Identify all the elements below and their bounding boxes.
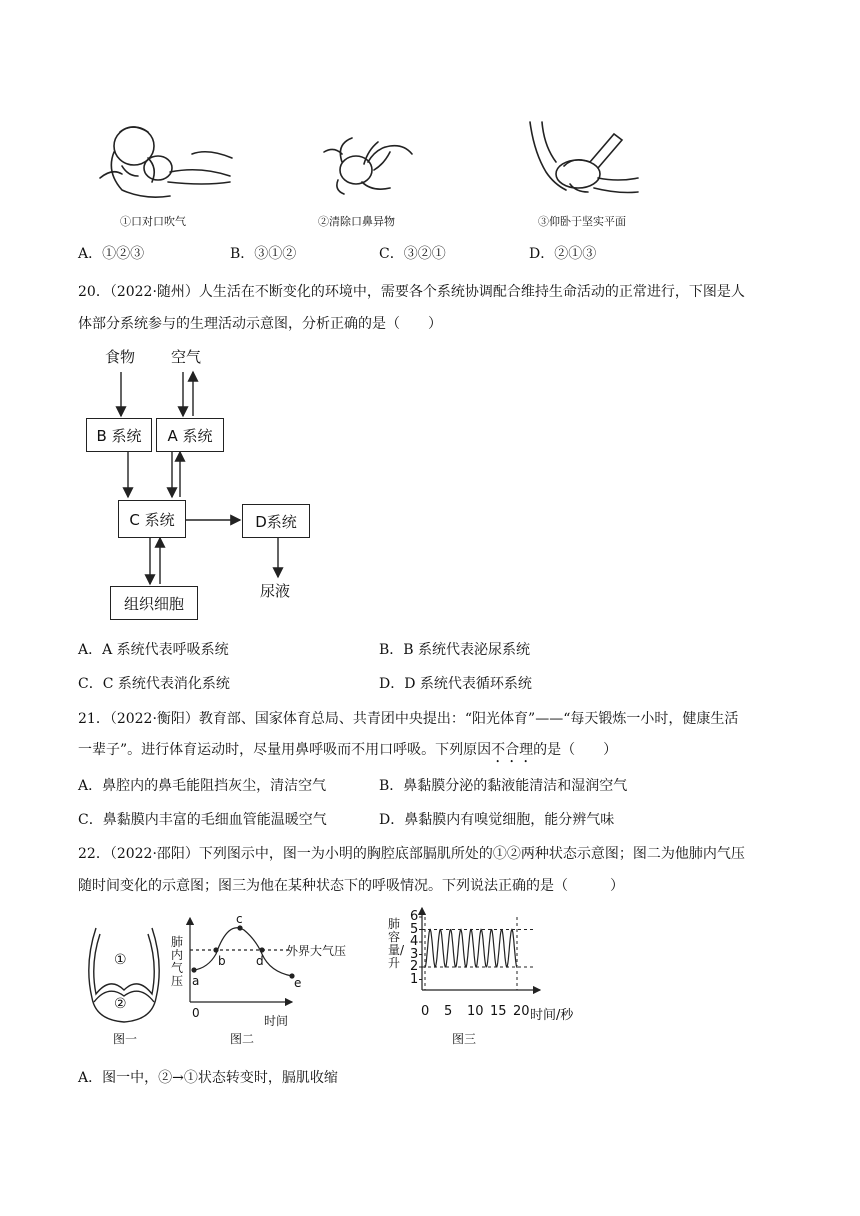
fig3-ytick-3: 3 [410, 946, 419, 962]
q21-option-a[interactable]: A．鼻腔内的鼻毛能阻挡灰尘，清洁空气 [78, 778, 327, 794]
mouth-to-mouth-illustration [92, 118, 242, 204]
q21-emphasis: 不合理 [491, 742, 534, 758]
q20-option-c[interactable]: C．C 系统代表消化系统 [78, 676, 230, 692]
q20-option-d[interactable]: D．D 系统代表循环系统 [379, 676, 532, 692]
q19-option-b[interactable]: B．③①② [230, 246, 297, 262]
fig3-breathing-curve [425, 930, 517, 968]
fig3-caption: 图三 [452, 1032, 477, 1046]
fig3-xtick-10: 10 [467, 1004, 484, 1019]
q19-option-a[interactable]: A．①②③ [78, 246, 145, 262]
q21-stem-line-1: 21．（2022·衡阳）教育部、国家体育总局、共青团中央提出：“阳光体育”——“每天锻炼一小时，健康生活 [78, 711, 739, 727]
q21-stem-part-1: 一辈子”。进行体育运动时，尽量用鼻呼吸而不用口呼吸。下列原因 [78, 742, 492, 758]
fig2-ylabel: 肺内气压 [171, 935, 184, 988]
q19-figure-1 [92, 118, 242, 204]
fig3-ytick-5: 5 [410, 921, 419, 937]
fig1-label-2: ② [114, 996, 127, 1012]
q19-caption-2: ②清除口鼻异物 [318, 215, 395, 228]
q21-option-c[interactable]: C．鼻黏膜内丰富的毛细血管能温暖空气 [78, 812, 327, 828]
q19-figure-2 [318, 122, 418, 198]
q22-stem-line-2: 随时间变化的示意图；图三为他在某种状态下的呼吸情况。下列说法正确的是（ ） [78, 878, 624, 894]
q19-option-c[interactable]: C．③②① [379, 246, 446, 262]
tissue-cells-box: 组织细胞 [110, 586, 198, 620]
q19-option-d[interactable]: D．②①③ [529, 246, 597, 262]
q20-diagram [80, 340, 340, 630]
fig1-caption: 图一 [113, 1032, 138, 1046]
q20-option-b[interactable]: B．B 系统代表泌尿系统 [379, 642, 531, 658]
q19-caption-1: ①口对口吹气 [120, 215, 186, 228]
fig3-ytick-4: 4 [410, 934, 419, 949]
fig3-xtick-15: 15 [490, 1004, 507, 1019]
lung-volume-chart [386, 906, 616, 1006]
d-system-box: D系统 [242, 504, 310, 538]
fig3-ytick-1: 1 [410, 971, 419, 987]
q22-option-a[interactable]: A．图一中，②→①状态转变时，膈肌收缩 [78, 1070, 338, 1086]
fig1-label-1: ① [114, 952, 127, 968]
fig3-ylabel: 肺容量/升 [388, 917, 405, 970]
supine-position-illustration [520, 118, 640, 204]
q21-option-d[interactable]: D．鼻黏膜内有嗅觉细胞，能分辨气味 [379, 812, 615, 828]
food-label: 食物 [105, 348, 136, 366]
q20-stem-line-1: 20．（2022·随州）人生活在不断变化的环境中，需要各个系统协调配合维持生命活动的正常进行，下图是人 [78, 284, 745, 300]
fig2-xlabel: 时间 [264, 1014, 289, 1028]
urine-label: 尿液 [260, 582, 291, 600]
c-system-box: C 系统 [118, 500, 186, 538]
air-label: 空气 [171, 348, 202, 366]
q22-figure-1 [86, 924, 162, 1024]
fig2-ref-label: 外界大气压 [286, 944, 347, 958]
a-system-box: A 系统 [156, 418, 224, 452]
fig2-point-e: e [294, 976, 302, 990]
q21-option-b[interactable]: B．鼻黏膜分泌的黏液能清洁和湿润空气 [379, 778, 628, 794]
fig2-point-d: d [256, 954, 264, 968]
clear-airway-illustration [318, 122, 418, 198]
q19-caption-3: ③仰卧于坚实平面 [538, 215, 626, 228]
q20-stem-line-2: 体部分系统参与的生理活动示意图，分析正确的是（ ） [78, 316, 442, 332]
fig3-xtick-5: 5 [444, 1004, 453, 1019]
fig2-caption: 图二 [230, 1032, 255, 1046]
q22-figure-3 [386, 906, 616, 1024]
q22-figure-2 [168, 912, 368, 1032]
fig2-point-b: b [218, 954, 226, 968]
fig3-xtick-0: 0 [421, 1004, 430, 1019]
q21-stem-line-2 [78, 740, 617, 766]
b-system-box: B 系统 [86, 418, 152, 452]
q22-stem-line-1: 22．（2022·邵阳）下列图示中，图一为小明的胸腔底部膈肌所处的①②两种状态示意图；图二为他肺内气压 [78, 846, 745, 862]
fig3-xtick-20: 20 [513, 1004, 530, 1019]
fig3-xlabel: 时间/秒 [530, 1008, 574, 1023]
fig2-point-c: c [236, 912, 243, 926]
q21-stem-part-2: 的是（ ） [533, 742, 618, 758]
fig3-ytick-6: 6 [410, 909, 419, 924]
fig2-origin: 0 [192, 1006, 200, 1020]
q20-option-a[interactable]: A．A 系统代表呼吸系统 [78, 642, 229, 658]
fig2-point-a: a [192, 974, 200, 988]
q19-figure-3 [520, 118, 640, 204]
fig3-ytick-2: 2 [410, 959, 419, 974]
